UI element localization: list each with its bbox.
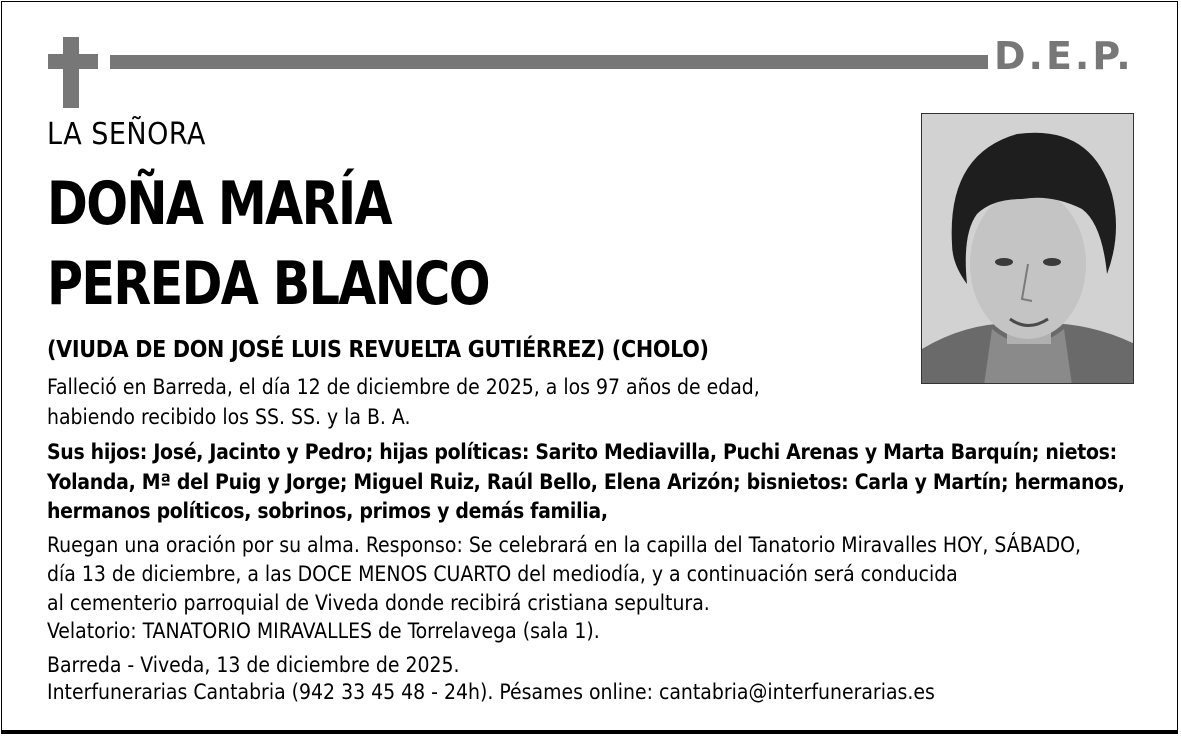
dep-heading: D.E.P. [994,34,1134,78]
service-line: día 13 de diciembre, a las DOCE MENOS CUARTO del mediodía, y a continuación será conducida [47,562,958,586]
footer-line: Barreda - Viveda, 13 de diciembre de 2025. [47,653,460,677]
cross-icon-horizontal [48,54,98,69]
service-line: al cementerio parroquial de Viveda donde recibirá cristiana sepultura. [47,591,710,615]
service-line: Velatorio: TANATORIO MIRAVALLES de Torrelavega (sala 1). [47,619,600,643]
widow-subtitle: (VIUDA DE DON JOSÉ LUIS REVUELTA GUTIÉRREZ) (CHOLO) [47,337,709,363]
family-line: Yolanda, Mª del Puig y Jorge; Miguel Ruiz, Raúl Bello, Elena Arizón; bisnietos: Carla y Martín; hermanos, [47,470,1125,494]
footer-line: Interfunerarias Cantabria (942 33 45 48 - 24h). Pésames online: cantabria@interfunerarias.es [47,680,935,704]
death-info-line: habiendo recibido los SS. SS. y la B. A. [47,405,411,429]
name-line-2: PEREDA BLANCO [47,249,489,319]
service-line: Ruegan una oración por su alma. Responso: Se celebrará en la capilla del Tanatorio Miravalles HOY, SÁBADO, [47,533,1081,557]
name-line-1: DOÑA MARÍA [47,169,391,239]
cross-icon-vertical [63,37,79,108]
portrait-photo [921,113,1134,384]
death-info-line: Falleció en Barreda, el día 12 de diciembre de 2025, a los 97 años de edad, [47,375,760,399]
header-rule [110,55,988,69]
family-line: hermanos políticos, sobrinos, primos y demás familia, [47,499,608,523]
title-label: LA SEÑORA [47,117,206,152]
family-line: Sus hijos: José, Jacinto y Pedro; hijas políticas: Sarito Mediavilla, Puchi Arenas y Marta Barquín; nietos: [47,440,1117,464]
